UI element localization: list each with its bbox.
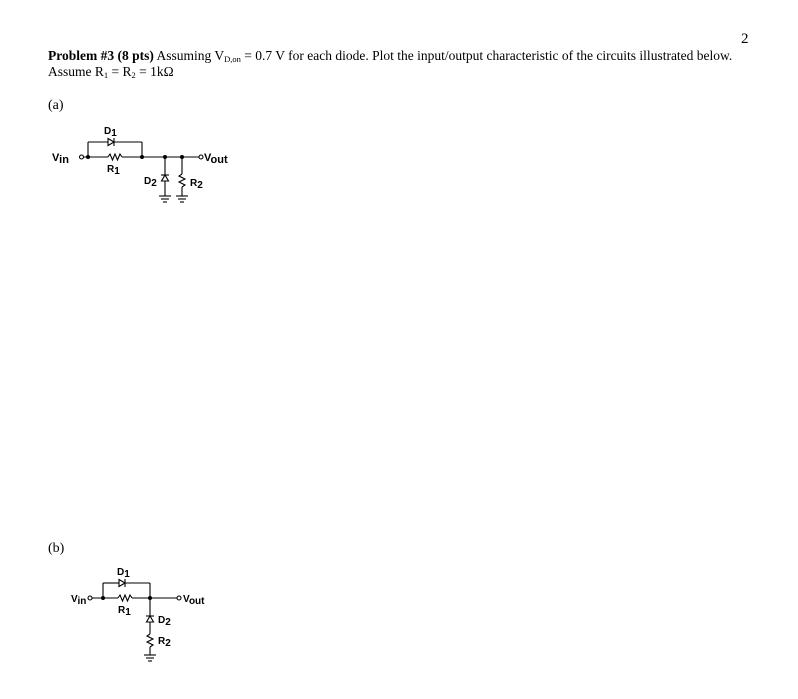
- problem-text-3: = R: [108, 64, 132, 79]
- problem-title: Problem #3 (8 pts): [48, 48, 154, 63]
- circuit-a-d1-label: D1: [104, 126, 117, 139]
- circuit-b-d2-label: D2: [158, 615, 171, 628]
- circuit-a-vout-label: Vout: [204, 152, 228, 166]
- subscript-r2: 2: [131, 70, 136, 80]
- page-number: 2: [741, 31, 749, 47]
- circuit-b-vout-label: Vout: [183, 594, 205, 607]
- circuit-b-vin-label: Vin: [71, 594, 87, 607]
- part-a-label: (a): [48, 98, 64, 113]
- circuit-a-vin-label: Vin: [52, 152, 69, 166]
- subscript-d-on: D,on: [224, 54, 241, 64]
- circuit-b-r2-label: R2: [158, 636, 171, 649]
- problem-text-4: = 1kΩ: [135, 64, 174, 79]
- circuit-a-d2-label: D2: [144, 176, 157, 189]
- subscript-r1: 1: [103, 70, 109, 80]
- circuit-a-r1-label: R1: [107, 164, 120, 177]
- problem-text-2: = 0.7 V for each diode. Plot the input/output characteristic of the circuits illustrated below. Assume R: [48, 48, 733, 79]
- part-b-label: (b): [48, 541, 65, 556]
- circuit-b-r1-label: R1: [118, 605, 131, 618]
- circuit-a-r2-label: R2: [190, 178, 203, 191]
- circuit-b-d1-label: D1: [117, 567, 130, 580]
- problem-text-1: Assuming V: [153, 48, 225, 63]
